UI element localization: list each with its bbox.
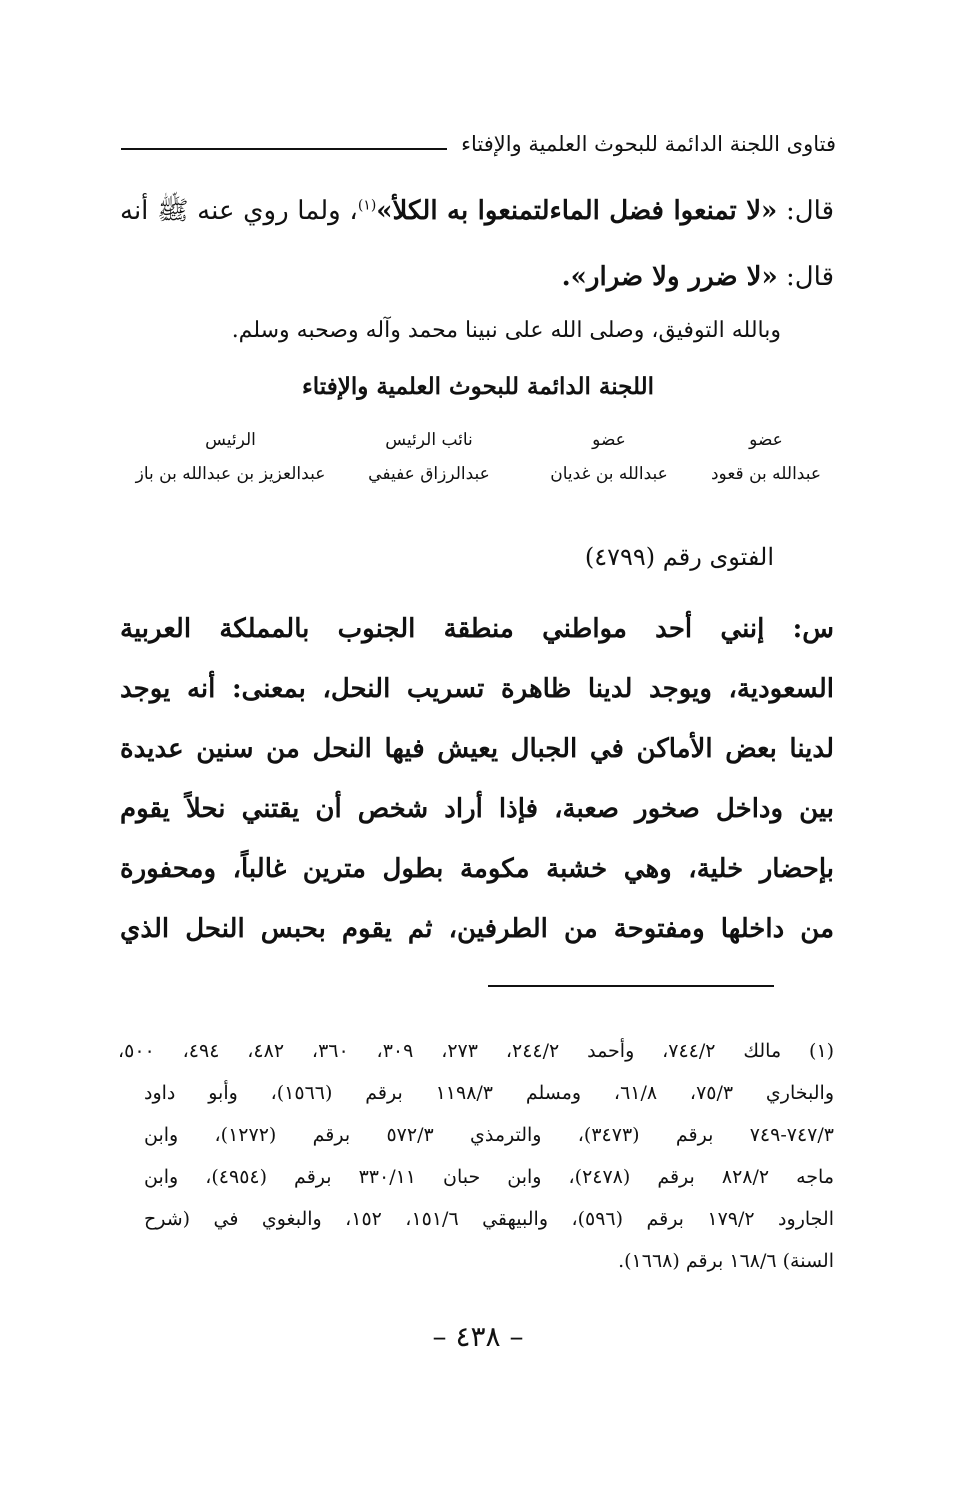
question-line-1: س: إنني أحد مواطني منطقة الجنوب بالمملكة العربية <box>120 614 834 644</box>
footnote-line-1: (١) مالك ٧٤٤/٢، وأحمد ٢٤٤/٢، ٢٧٣، ٣٠٩، ٣٦٠، ٤٨٢، ٤٩٤، ٥٠٠، <box>118 1040 835 1062</box>
footnote-line-4: ماجه ٨٢٨/٢ برقم (٢٤٧٨)، وابن حبان ٣٣٠/١١ برقم (٤٩٥٤)، وابن <box>144 1166 835 1188</box>
footnote-line-2: والبخاري ٧٥/٣، ٦١/٨، ومسلم ١١٩٨/٣ برقم (١٥٦٦)، وأبو داود <box>144 1082 835 1104</box>
signatory-4 <box>123 430 338 484</box>
footnote-line-3: ٧٤٧/٣-٧٤٩ برقم (٣٤٧٣)، والترمذي ٥٧٢/٣ برقم (١٢٧٢)، وابن <box>144 1124 834 1146</box>
signatory-name: عبدالله بن قعود <box>710 464 821 484</box>
body-line-1-start: قال: <box>777 196 834 226</box>
signatory-role: الرئيس <box>205 430 256 450</box>
body-line-1-end: ، ولما روي عنه ﷺ أنه <box>120 196 358 226</box>
signatory-1 <box>691 430 841 484</box>
signatory-name: عبدالله بن غديان <box>550 464 668 484</box>
signatory-2 <box>534 430 684 484</box>
hadith-quote-2: «لا ضرر ولا ضرار». <box>561 262 778 292</box>
question-line-6: من داخلها ومفتوحة من الطرفين، ثم يقوم بحبس النحل الذي <box>120 914 834 944</box>
signatory-3 <box>354 430 504 484</box>
signatory-role: نائب الرئيس <box>385 430 473 450</box>
footnote-line-5: الجارود ١٧٩/٢ برقم (٥٩٦)، والبيهقي ١٥١/٦، ١٥٢، والبغوي في (شرح <box>144 1208 834 1230</box>
question-line-2: السعودية، ويوجد لدينا ظاهرة تسريب النحل، بمعنى: أنه يوجد <box>120 674 834 704</box>
question-line-3: لدينا بعض الأماكن في الجبال يعيش فيها النحل من سنين عديدة <box>120 734 834 764</box>
hadith-quote-1: «لا تمنعوا فضل الماءلتمنعوا به الكلأ» <box>376 196 778 226</box>
header-title: فتاوى اللجنة الدائمة للبحوث العلمية والإفتاء <box>461 132 836 156</box>
fatwa-number: الفتوى رقم (٤٧٩٩) <box>584 543 774 571</box>
signatory-name: عبدالرزاق عفيفي <box>368 464 490 484</box>
signatory-role: عضو <box>592 430 626 450</box>
signatory-name: عبدالعزيز بن عبدالله بن باز <box>135 464 326 484</box>
question-line-4: بين وداخل صخور صعبة، فإذا أراد شخص أن يقتني نحلاً يقوم <box>120 794 834 824</box>
footnote-separator <box>488 985 774 987</box>
closing-formula: وبالله التوفيق، وصلى الله على نبينا محمد وآله وصحبه وسلم. <box>231 318 781 343</box>
page-number: – ٤٣٨ – <box>432 1320 524 1353</box>
committee-name: اللجنة الدائمة للبحوث العلمية والإفتاء <box>301 373 655 400</box>
footnote-line-6: السنة) ١٦٨/٦ برقم (١٦٦٨). <box>618 1250 834 1272</box>
body-line-2 <box>120 262 834 292</box>
body-line-1 <box>120 194 834 232</box>
signatory-role: عضو <box>749 430 783 450</box>
body-line-2-start: قال: <box>777 262 834 292</box>
question-line-5: بإحضار خلية، وهي خشبة مكومة بطول مترين غالباً، ومحفورة <box>120 854 834 884</box>
running-header <box>121 126 836 162</box>
footnote-ref[interactable]: (١) <box>357 197 377 214</box>
header-rule <box>121 148 447 150</box>
